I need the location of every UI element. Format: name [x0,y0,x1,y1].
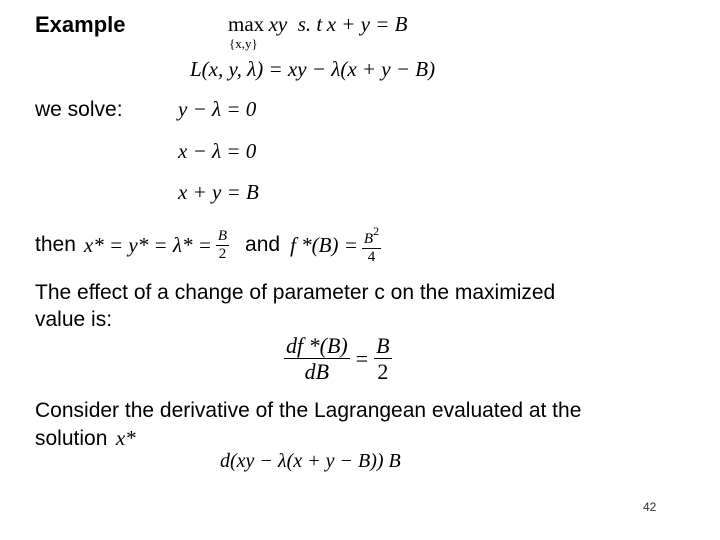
equation-1: y − λ = 0 [178,97,257,121]
derivative-equation [284,334,392,384]
effect-text-line-1: The effect of a change of parameter c on the maximized [35,281,556,304]
solution-denominator: 2 [218,245,227,262]
solution-fraction [216,228,229,263]
consider-solution-label: solution [35,427,108,450]
constraint: x + y = B [326,12,408,36]
derivative-numerator: df *(B) [286,333,348,358]
max-operator: max [228,12,265,36]
consider-variable: x* [115,426,136,450]
such-that: s. t [297,12,323,36]
objective: xy [268,12,288,36]
consider-text-line-2 [35,426,136,451]
value-exponent: 2 [373,224,380,238]
derivative-rhs-denominator: 2 [377,359,389,385]
value-numerator: $B^2$ [363,224,380,247]
consider-text-line-1: Consider the derivative of the Lagrangean evaluated at the [35,399,582,422]
effect-text-line-2: value is: [35,308,113,331]
derivative-rhs-numerator: B [376,333,390,358]
page-number: 42 [643,500,657,514]
clipped-formula [220,450,520,472]
equation-3: x + y = B [178,180,259,204]
slide-title: Example [35,12,126,37]
derivative-fraction [284,334,350,384]
value-lhs: f *(B) = [290,232,358,257]
solution-lhs: x* = y* = λ* = [83,232,212,257]
and-label: and [245,233,281,257]
we-solve-label: we solve: [35,98,123,121]
optimization-problem [228,12,408,37]
derivative-denominator: dB [304,359,330,385]
value-denominator: 4 [367,248,376,265]
derivative-rhs [374,334,391,384]
derivative-equals: = [355,346,369,372]
clipped-formula-text: d(xy − λ(x + y − B)) B [220,450,401,472]
then-label: then [35,233,76,257]
equation-2: x − λ = 0 [178,139,257,163]
value-fraction [362,225,381,266]
solution-line [35,225,381,266]
max-subscript: {x,y} [229,36,258,51]
solution-numerator: B [217,228,228,244]
lagrangian: L(x, y, λ) = xy − λ(x + y − B) [190,57,436,81]
